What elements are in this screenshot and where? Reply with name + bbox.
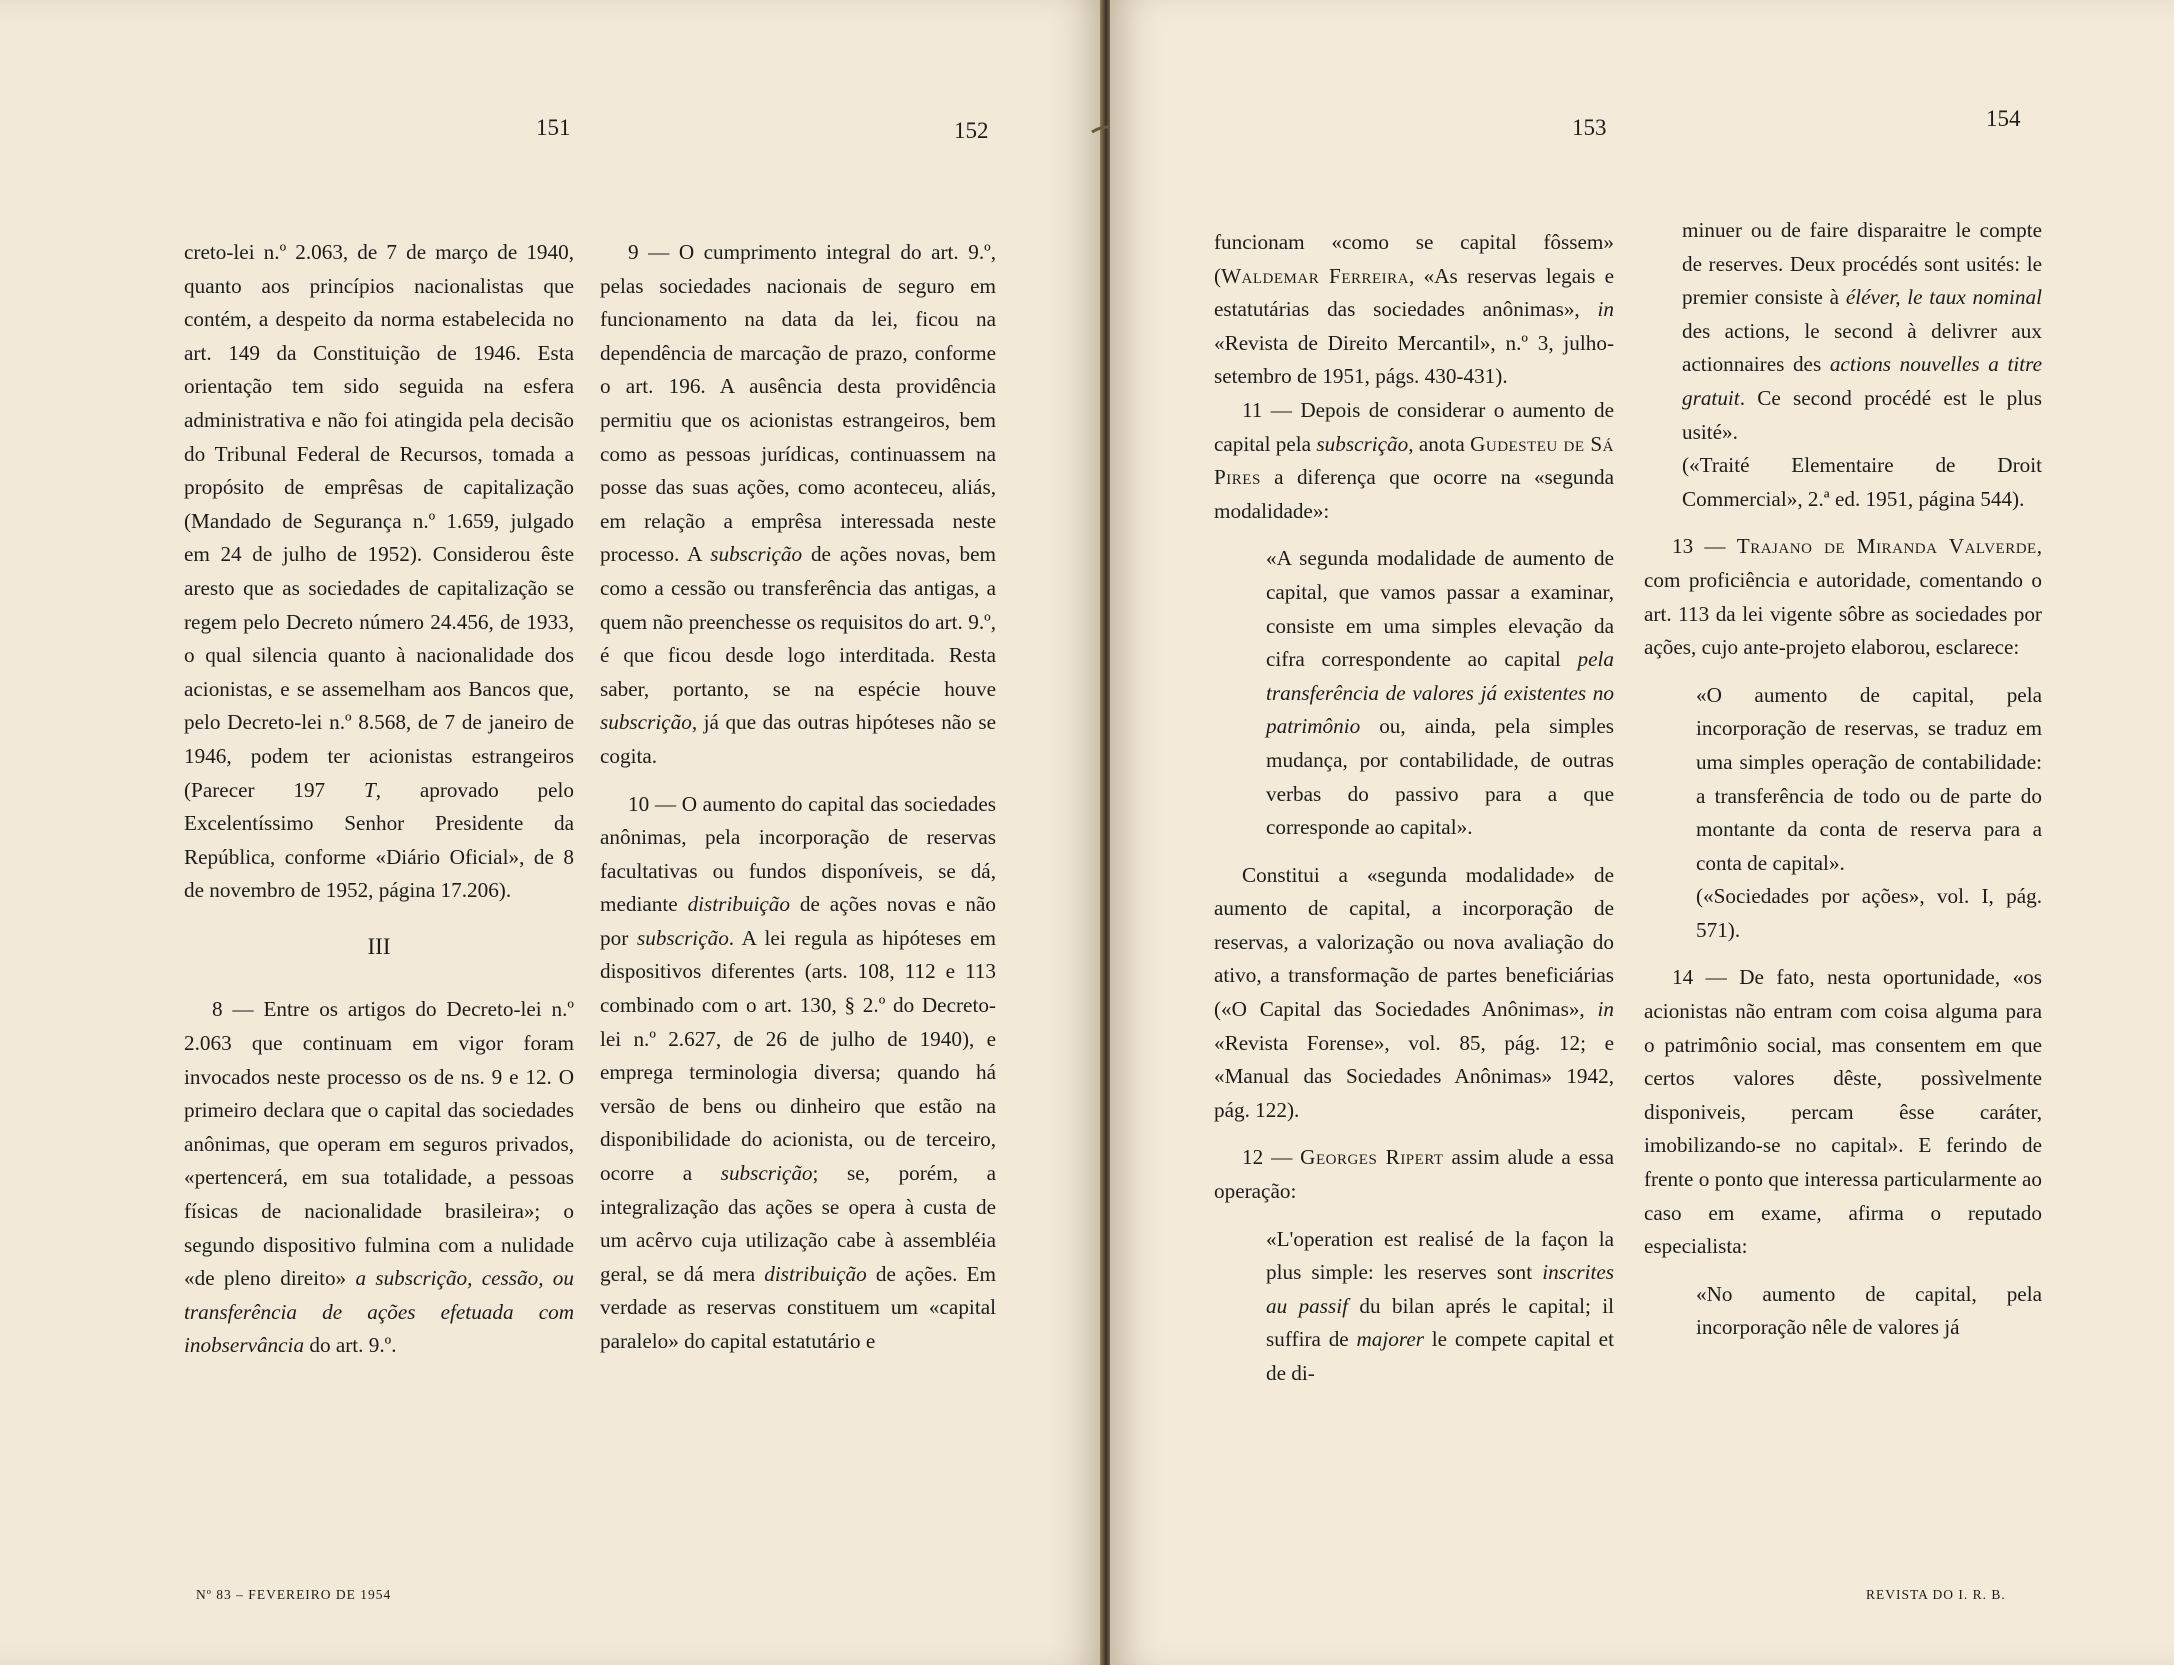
citation: («Traité Elementaire de Droit Commercial», 2.ª ed. 1951, página 544). bbox=[1682, 453, 2042, 511]
paragraph: 13 — Trajano de Miranda Valverde, com proficiência e autoridade, comentando o art. 113 da lei vigente sôbre as sociedades por ações, cujo ante-projeto elaborou, esclarece: bbox=[1644, 534, 2042, 660]
paragraph: 14 — De fato, nesta oportunidade, «os acionistas não entram com coisa alguma para o patrimônio social, mas consentem em que certos valores dêste, possìvelmente disponiveis, percam êsse caráter, imobilizando-se no capital». E ferindo de frente o ponto que interessa particularmente ao caso em exame, afirma o reputado especialista: bbox=[1644, 965, 2042, 1259]
paragraph: 9 — O cumprimento integral do art. 9.º, pelas sociedades nacionais de seguro em funcionamento na data da lei, ficou na dependência de marcação de prazo, conforme o art. 196. A ausência desta providência permitiu que os acionistas estrangeiros, bem como as pessoas jurídicas, continuassem na posse das suas ações, como aconteceu, aliás, em relação a emprêsa interessada neste processo. A subscrição de ações novas, bem como a cessão ou transferência das antigas, a quem não preenchesse os requisitos do art. 9.º, é que ficou desde logo interditada. Resta saber, portanto, se na espécie houve subscrição, já que das outras hipóteses não se cogita. bbox=[600, 240, 996, 768]
page-number-153: 153 bbox=[1572, 115, 1607, 140]
paragraph: Constitui a «segunda modalidade» de aumento de capital, a incorporação de reservas, a valorização ou nova avaliação do ativo, a transformação de partes beneficiárias («O Capital das Sociedades Anônimas», in «Revista Forense», vol. 85, pág. 12; e «Manual das Sociedades Anônimas» 1942, pág. 122). bbox=[1214, 862, 1614, 1122]
right-column-1 bbox=[1214, 226, 1614, 1391]
paragraph: 8 — Entre os artigos do Decreto-lei n.º 2.063 que continuam em vigor foram invocados neste processo os de ns. 9 e 12. O primeiro declara que o capital das sociedades anônimas, que operam em seguros privados, «pertencerá, em sua totalidade, a pessoas físicas de nacionalidade brasileira»; o segundo dispositivo fulmina com a nulidade «de pleno direito» a subscrição, cessão, ou transferência de ações efetuada com inobservância do art. 9.º. bbox=[184, 997, 574, 1358]
page-footer: REVISTA DO I. R. B. bbox=[1866, 1587, 2006, 1602]
block-quote: «L'operation est realisé de la façon la plus simple: les reserves sont inscrites au passif du bilan aprés le capital; il suffira de majorer le compete capital et de di- bbox=[1266, 1226, 1615, 1385]
page-number-152: 152 bbox=[954, 118, 989, 143]
left-column-1 bbox=[184, 236, 574, 1363]
left-column-2 bbox=[600, 236, 996, 1359]
paragraph: funcionam «como se capital fôssem» (Waldemar Ferreira, «As reservas legais e estatutárias das sociedades anônimas», in «Revista de Direito Mercantil», n.º 3, julho-setembro de 1951, págs. 430-431). bbox=[1214, 230, 1614, 389]
block-quote: «No aumento de capital, pela incorporação nêle de valores já bbox=[1696, 1281, 2042, 1340]
page-footer: Nº 83 – FEVEREIRO DE 1954 bbox=[196, 1587, 392, 1602]
right-page bbox=[1110, 0, 2174, 1665]
section-heading: III bbox=[367, 933, 391, 959]
page-number-151: 151 bbox=[536, 115, 571, 140]
right-column-2 bbox=[1644, 214, 2042, 1345]
paragraph: 10 — O aumento do capital das sociedades anônimas, pela incorporação de reservas facultativas ou fundos disponíveis, se dá, mediante distribuição de ações novas e não por subscrição. A lei regula as hipóteses em dispositivos diferentes (arts. 108, 112 e 113 combinado com o art. 130, § 2.º do Decreto-lei n.º 2.627, de 26 de julho de 1940), e emprega terminologia diversa; quando há versão de bens ou dinheiro que estão na disponibilidade do acionista, ou de terceiro, ocorre a subscrição; se, porém, a integralização das ações se opera à custa de um acêrvo cuja utilização cabe à assembléia geral, se dá mera distribuição de ações. Em verdade as reservas constituem um «capital paralelo» do capital estatutário e bbox=[600, 791, 996, 1353]
citation: («Sociedades por ações», vol. I, pág. 571). bbox=[1696, 884, 2042, 942]
paragraph: 11 — Depois de considerar o aumento de capital pela subscrição, anota Gudesteu de Sá Pires a diferença que ocorre na «segunda modalidade»: bbox=[1214, 397, 1614, 523]
block-quote: «A segunda modalidade de aumento de capital, que vamos passar a examinar, consiste em uma simples elevação da cifra correspondente ao capital pela transferência de valores já existentes no patrimônio ou, ainda, pela simples mudança, por contabilidade, de outras verbas do passivo para a que corresponde ao capital». bbox=[1266, 546, 1614, 840]
paragraph: creto-lei n.º 2.063, de 7 de março de 1940, quanto aos princípios nacionalistas que contém, a despeito da norma estabelecida no art. 149 da Constituição de 1946. Esta orientação tem sido seguida na esfera administrativa e não foi atingida pela decisão do Tribunal Federal de Recursos, tomada a propósito de emprêsas de capitalização (Mandado de Segurança n.º 1.659, julgado em 24 de julho de 1952). Considerou êste aresto que as sociedades de capitalização se regem pelo Decreto número 24.456, de 1933, o qual silencia quanto à nacionalidade dos acionistas, e se assemelham aos Bancos que, pelo Decreto-lei n.º 8.568, de 7 de janeiro de 1946, podem ter acionistas estrangeiros (Parecer 197 T, aprovado pelo Excelentíssimo Senhor Presidente da República, conforme «Diário Oficial», de 8 de novembro de 1952, página 17.206). bbox=[184, 240, 574, 903]
block-quote: «O aumento de capital, pela incorporação de reservas, se traduz em uma simples operação de contabilidade: a transferência de todo ou de parte do montante da conta de reserva para a conta de capital». bbox=[1696, 682, 2042, 875]
page-number-154: 154 bbox=[1986, 106, 2021, 131]
block-quote: minuer ou de faire disparaitre le compte de reserves. Deux procédés sont usités: le premier consiste à éléver, le taux nominal des actions, le second à delivrer aux actionnaires des actions nouvelles a titre gratuit. Ce second procédé est le plus usité». bbox=[1682, 218, 2042, 444]
paragraph: 12 — Georges Ripert assim alude a essa operação: bbox=[1214, 1145, 1614, 1204]
